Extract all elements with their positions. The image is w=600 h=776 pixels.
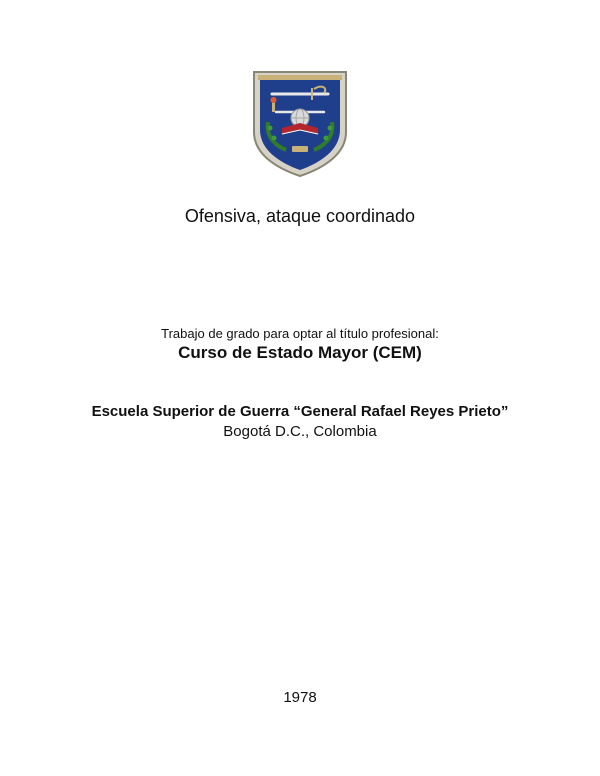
location: Bogotá D.C., Colombia — [223, 423, 377, 440]
document-subtitle: Trabajo de grado para optar al título profesional: — [161, 326, 439, 341]
military-school-crest-icon — [252, 70, 348, 178]
course-name: Curso de Estado Mayor (CEM) — [178, 343, 422, 362]
year: 1978 — [283, 689, 317, 706]
school-name: Escuela Superior de Guerra “General Rafael Reyes Prieto” — [91, 403, 509, 420]
document-title: Ofensiva, ataque coordinado — [184, 206, 416, 226]
